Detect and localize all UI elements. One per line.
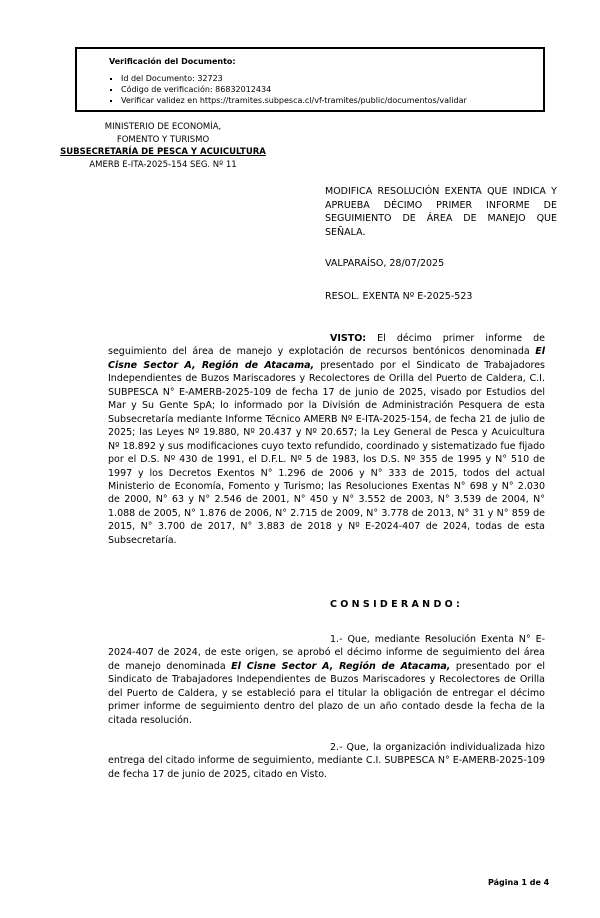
considerando-paragraph-2: 2.- Que, la organización individualizada hizo entrega del citado informe de seguimiento, mediante C.I. SUBPESCA N° E-AMERB-2025-109 de fecha 17 de junio de 2025, citado en Visto. [108,742,545,780]
visto-paragraph: VISTO: El décimo primer informe de seguimiento del área de manejo y explotación de recursos bentónicos denominada El Cisne Sector A, Región de Atacama, presentado por el Sindicato de Trabajadores Independientes de Buzos Mariscadores y Recolectores de Orilla del Puerto de Caldera, C.I. SUBPESCA N° E-AMERB-2025-109 de fecha 17 de junio de 2025, visado por Estudios del Mar y Su Gente SpA; lo informado por la División de Administración Pesquera de esta Subsecretaría mediante Informe Técnico AMERB Nº E-ITA-2025-154, de fecha 21 de julio de 2025; las Leyes Nº 19.880, Nº 20.437 y Nº 20.657; la Ley General de Pesca y Acuicultura Nº 18.892 y sus modificaciones cuyo texto refundido, coordinado y sistematizado fue fijado por el D.S. Nº 430 de 1991, el D.F.L. Nº 5 de 1983, los D.S. Nº 355 de 1995 y N° 510 de 1997 y los Decretos Exentos N° 1.296 de 2006 y N° 333 de 2015, todos del actual Ministerio de Economía, Fomento y Turismo; las Resoluciones Exentas N° 698 y N° 2.030 de 2000, N° 63 y N° 2.546 de 2001, N° 450 y N° 3.552 de 2003, N° 3.539 de 2004, N° 1.088 de 2005, N° 1.876 de 2006, N° 2.715 de 2009, N° 3.778 de 2013, N° 31 y N° 859 de 2015, N° 3.700 de 2017, N° 3.883 de 2018 y Nº E-2024-407 de 2024, todas de esta Subsecretaría. [108,333,545,546]
letterhead [38,121,288,171]
letterhead-file-reference: AMERB E-ITA-2025-154 SEG. Nº 11 [89,159,237,170]
verification-title: Verificación del Documento: [109,57,236,66]
resolution-number: RESOL. EXENTA Nº E-2025-523 [325,291,473,302]
considerando-paragraph-1: 1.- Que, mediante Resolución Exenta N° E-2024-407 de 2024, de este origen, se aprobó el décimo informe de seguimiento del área de manejo denominada El Cisne Sector A, Región de Atacama, presentado por el Sindicato de Trabajadores Independientes de Buzos Mariscadores y Recolectores de Orilla del Puerto de Caldera, y se estableció para el titular la obligación de entregar el décimo primer informe de seguimiento dentro del plazo de un año contado desde la fecha de la citada resolución. [108,634,545,726]
verification-item-document-id: ▪ Id del Documento: 32723 [121,74,537,84]
verification-list [109,74,537,106]
verification-item-verification-code: ▪ Código de verificación: 86832012434 [121,85,537,95]
verification-item-validation-url: ▪ Verificar validez en https://tramites.subpesca.cl/vf-tramites/public/documentos/validar [121,96,537,106]
resolution-title: MODIFICA RESOLUCIÓN EXENTA QUE INDICA Y APRUEBA DÉCIMO PRIMER INFORME DE SEGUIMIENTO DE ÁREA DE MANEJO QUE SEÑALA. [325,186,557,238]
considerando-heading: C O N S I D E R A N D O : [330,599,460,610]
letterhead-ministry-line1: MINISTERIO DE ECONOMÍA, [104,122,222,132]
letterhead-subsecretaria: SUBSECRETARÍA DE PESCA Y ACUICULTURA [60,147,266,157]
verification-box [75,47,545,112]
letterhead-ministry-line2: FOMENTO Y TURISMO [116,134,210,145]
place-and-date: VALPARAÍSO, 28/07/2025 [325,258,445,269]
page-number: Página 1 de 4 [488,878,550,887]
